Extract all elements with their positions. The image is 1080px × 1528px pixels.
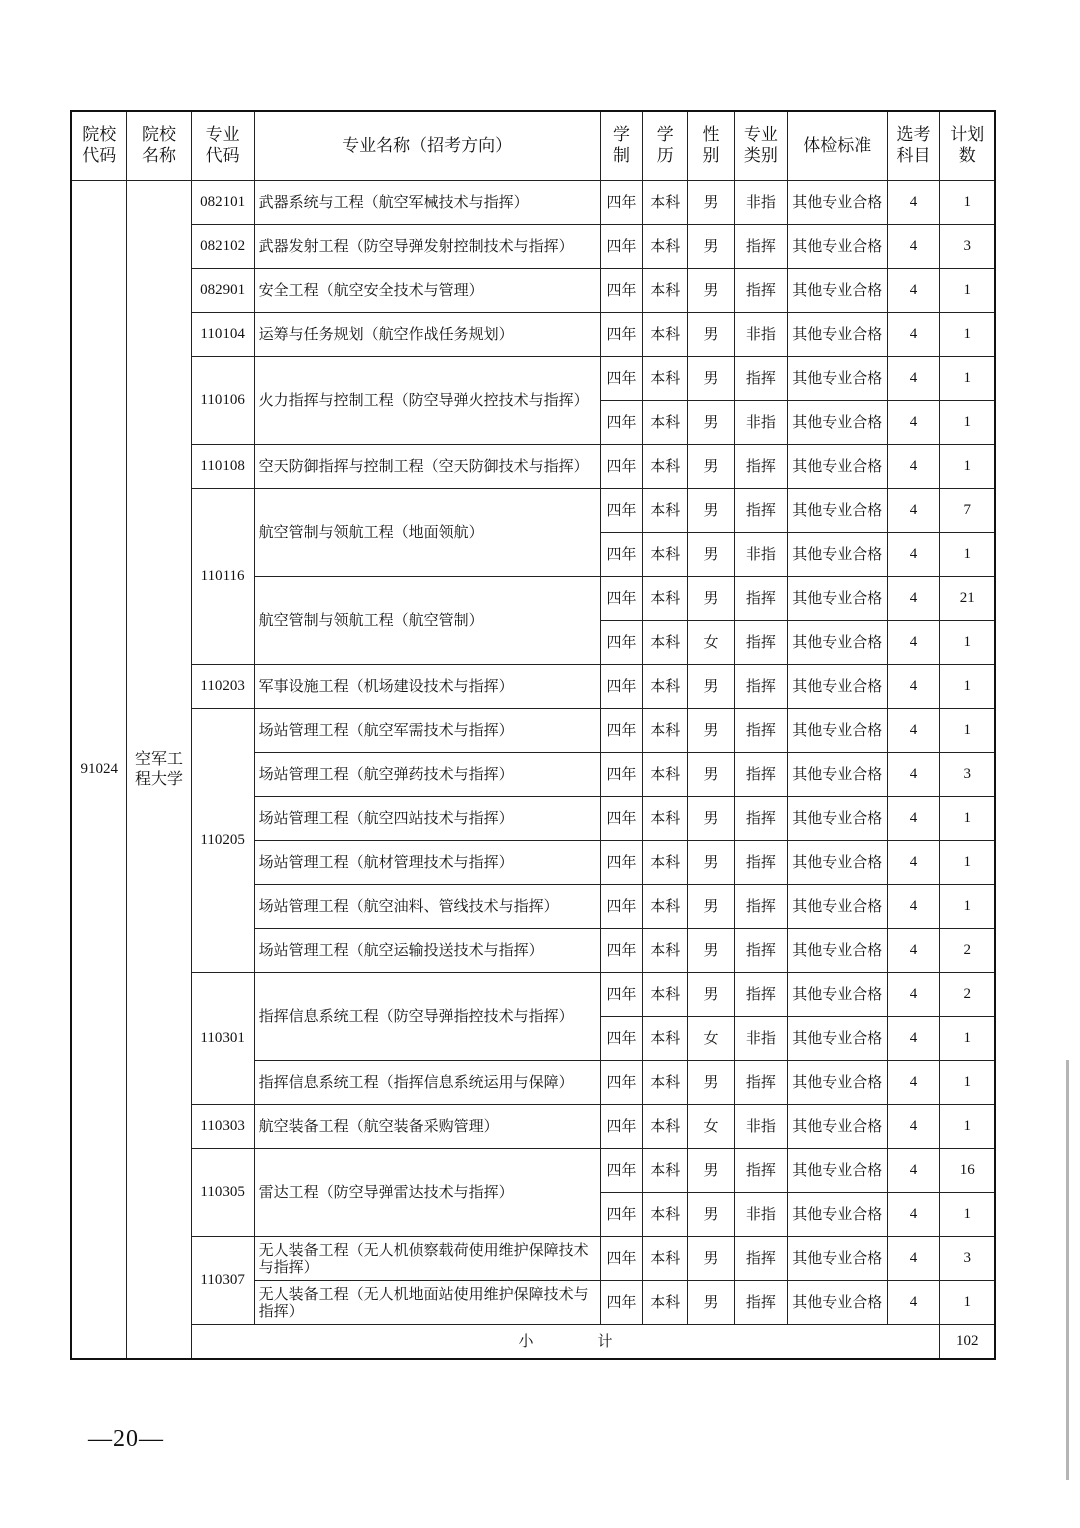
category-cell: 非指 — [734, 181, 787, 225]
gender-cell: 男 — [688, 885, 735, 929]
duration-cell: 四年 — [600, 1281, 643, 1325]
category-cell: 指挥 — [734, 269, 787, 313]
table-row — [71, 269, 995, 313]
major-code-cell: 110305 — [191, 1149, 254, 1237]
degree-cell: 本科 — [643, 577, 688, 621]
header-duration: 学 制 — [600, 111, 643, 181]
category-cell: 指挥 — [734, 709, 787, 753]
degree-cell: 本科 — [643, 973, 688, 1017]
category-cell: 指挥 — [734, 1149, 787, 1193]
table-row — [71, 973, 995, 1017]
duration-cell: 四年 — [600, 841, 643, 885]
physical-cell: 其他专业合格 — [787, 885, 887, 929]
plan-cell: 3 — [940, 225, 995, 269]
category-cell: 指挥 — [734, 841, 787, 885]
degree-cell: 本科 — [643, 1061, 688, 1105]
physical-cell: 其他专业合格 — [787, 841, 887, 885]
major-code-cell: 110108 — [191, 445, 254, 489]
subjects-cell: 4 — [887, 1149, 940, 1193]
major-code-cell: 110203 — [191, 665, 254, 709]
major-name-cell: 场站管理工程（航材管理技术与指挥） — [254, 841, 600, 885]
gender-cell: 男 — [688, 577, 735, 621]
gender-cell: 男 — [688, 1281, 735, 1325]
major-name-cell: 场站管理工程（航空四站技术与指挥） — [254, 797, 600, 841]
page-number: —20— — [88, 1426, 164, 1452]
subjects-cell: 4 — [887, 269, 940, 313]
category-cell: 非指 — [734, 533, 787, 577]
subjects-cell: 4 — [887, 1017, 940, 1061]
subtotal-row — [71, 1325, 995, 1359]
major-name-cell: 运筹与任务规划（航空作战任务规划） — [254, 313, 600, 357]
major-code-cell: 110104 — [191, 313, 254, 357]
duration-cell: 四年 — [600, 885, 643, 929]
category-cell: 非指 — [734, 313, 787, 357]
physical-cell: 其他专业合格 — [787, 533, 887, 577]
subtotal-label — [191, 1325, 940, 1359]
major-code-cell: 110106 — [191, 357, 254, 445]
category-cell: 指挥 — [734, 357, 787, 401]
major-name-cell: 武器发射工程（防空导弹发射控制技术与指挥） — [254, 225, 600, 269]
duration-cell: 四年 — [600, 1237, 643, 1281]
table-row — [71, 181, 995, 225]
gender-cell: 男 — [688, 973, 735, 1017]
header-category: 专业 类别 — [734, 111, 787, 181]
gender-cell: 男 — [688, 665, 735, 709]
gender-cell: 男 — [688, 753, 735, 797]
subjects-cell: 4 — [887, 1105, 940, 1149]
degree-cell: 本科 — [643, 1193, 688, 1237]
physical-cell: 其他专业合格 — [787, 1237, 887, 1281]
subjects-cell: 4 — [887, 665, 940, 709]
category-cell: 非指 — [734, 1105, 787, 1149]
physical-cell: 其他专业合格 — [787, 797, 887, 841]
physical-cell: 其他专业合格 — [787, 1193, 887, 1237]
physical-cell: 其他专业合格 — [787, 357, 887, 401]
physical-cell: 其他专业合格 — [787, 445, 887, 489]
physical-cell: 其他专业合格 — [787, 621, 887, 665]
major-name-cell: 火力指挥与控制工程（防空导弹火控技术与指挥） — [254, 357, 600, 445]
physical-cell: 其他专业合格 — [787, 709, 887, 753]
subjects-cell: 4 — [887, 797, 940, 841]
subjects-cell: 4 — [887, 973, 940, 1017]
category-cell: 指挥 — [734, 797, 787, 841]
major-code-cell: 110307 — [191, 1237, 254, 1325]
physical-cell: 其他专业合格 — [787, 665, 887, 709]
subtotal-label-right: 计 — [597, 1331, 613, 1350]
major-name-cell: 雷达工程（防空导弹雷达技术与指挥） — [254, 1149, 600, 1237]
duration-cell: 四年 — [600, 1017, 643, 1061]
subtotal-label-left: 小 — [518, 1331, 534, 1350]
category-cell: 指挥 — [734, 1061, 787, 1105]
table-row — [71, 313, 995, 357]
gender-cell: 男 — [688, 445, 735, 489]
plan-cell: 3 — [940, 1237, 995, 1281]
gender-cell: 男 — [688, 269, 735, 313]
category-cell: 非指 — [734, 1193, 787, 1237]
table-row — [71, 489, 995, 533]
header-major-code: 专业 代码 — [191, 111, 254, 181]
gender-cell: 男 — [688, 313, 735, 357]
duration-cell: 四年 — [600, 489, 643, 533]
gender-cell: 男 — [688, 401, 735, 445]
major-name-cell: 军事设施工程（机场建设技术与指挥） — [254, 665, 600, 709]
degree-cell: 本科 — [643, 1105, 688, 1149]
subjects-cell: 4 — [887, 533, 940, 577]
header-gender: 性 别 — [688, 111, 735, 181]
subjects-cell: 4 — [887, 445, 940, 489]
gender-cell: 男 — [688, 929, 735, 973]
subjects-cell: 4 — [887, 357, 940, 401]
header-school-code: 院校 代码 — [71, 111, 127, 181]
physical-cell: 其他专业合格 — [787, 401, 887, 445]
table-header-row — [71, 111, 995, 181]
subjects-cell: 4 — [887, 1281, 940, 1325]
major-code-cell: 110303 — [191, 1105, 254, 1149]
category-cell: 指挥 — [734, 1281, 787, 1325]
plan-cell: 16 — [940, 1149, 995, 1193]
plan-cell: 3 — [940, 753, 995, 797]
degree-cell: 本科 — [643, 181, 688, 225]
degree-cell: 本科 — [643, 797, 688, 841]
duration-cell: 四年 — [600, 621, 643, 665]
major-name-cell: 场站管理工程（航空军需技术与指挥） — [254, 709, 600, 753]
degree-cell: 本科 — [643, 841, 688, 885]
subjects-cell: 4 — [887, 1061, 940, 1105]
physical-cell: 其他专业合格 — [787, 973, 887, 1017]
plan-cell: 1 — [940, 709, 995, 753]
duration-cell: 四年 — [600, 1193, 643, 1237]
header-physical: 体检标准 — [787, 111, 887, 181]
physical-cell: 其他专业合格 — [787, 269, 887, 313]
table-row — [71, 1149, 995, 1193]
subtotal-value: 102 — [940, 1325, 995, 1359]
physical-cell: 其他专业合格 — [787, 1105, 887, 1149]
gender-cell: 男 — [688, 797, 735, 841]
header-subjects: 选考 科目 — [887, 111, 940, 181]
duration-cell: 四年 — [600, 357, 643, 401]
plan-cell: 1 — [940, 1017, 995, 1061]
table-row — [71, 665, 995, 709]
header-school-name: 院校 名称 — [127, 111, 191, 181]
plan-cell: 1 — [940, 1281, 995, 1325]
plan-cell: 1 — [940, 665, 995, 709]
plan-cell: 1 — [940, 885, 995, 929]
plan-cell: 1 — [940, 533, 995, 577]
category-cell: 指挥 — [734, 665, 787, 709]
degree-cell: 本科 — [643, 489, 688, 533]
physical-cell: 其他专业合格 — [787, 181, 887, 225]
major-name-cell: 安全工程（航空安全技术与管理） — [254, 269, 600, 313]
category-cell: 指挥 — [734, 973, 787, 1017]
gender-cell: 男 — [688, 709, 735, 753]
enrollment-table — [70, 110, 996, 1360]
category-cell: 指挥 — [734, 445, 787, 489]
duration-cell: 四年 — [600, 753, 643, 797]
major-name-cell: 指挥信息系统工程（防空导弹指控技术与指挥） — [254, 973, 600, 1061]
plan-cell: 1 — [940, 797, 995, 841]
physical-cell: 其他专业合格 — [787, 577, 887, 621]
degree-cell: 本科 — [643, 533, 688, 577]
gender-cell: 男 — [688, 225, 735, 269]
subjects-cell: 4 — [887, 313, 940, 357]
plan-cell: 21 — [940, 577, 995, 621]
major-name-cell: 武器系统与工程（航空军械技术与指挥） — [254, 181, 600, 225]
degree-cell: 本科 — [643, 709, 688, 753]
plan-cell: 1 — [940, 841, 995, 885]
gender-cell: 男 — [688, 1193, 735, 1237]
plan-cell: 1 — [940, 357, 995, 401]
category-cell: 指挥 — [734, 225, 787, 269]
degree-cell: 本科 — [643, 1237, 688, 1281]
major-code-cell: 082102 — [191, 225, 254, 269]
physical-cell: 其他专业合格 — [787, 753, 887, 797]
table-row — [71, 225, 995, 269]
duration-cell: 四年 — [600, 445, 643, 489]
plan-cell: 2 — [940, 929, 995, 973]
subjects-cell: 4 — [887, 489, 940, 533]
gender-cell: 男 — [688, 841, 735, 885]
major-name-cell: 航空管制与领航工程（地面领航） — [254, 489, 600, 577]
degree-cell: 本科 — [643, 225, 688, 269]
header-major-name: 专业名称（招考方向） — [254, 111, 600, 181]
table-body — [71, 181, 995, 1359]
gender-cell: 女 — [688, 1105, 735, 1149]
subjects-cell: 4 — [887, 709, 940, 753]
plan-cell: 1 — [940, 445, 995, 489]
degree-cell: 本科 — [643, 357, 688, 401]
plan-cell: 1 — [940, 621, 995, 665]
major-code-cell: 082101 — [191, 181, 254, 225]
major-name-cell: 场站管理工程（航空弹药技术与指挥） — [254, 753, 600, 797]
duration-cell: 四年 — [600, 401, 643, 445]
subjects-cell: 4 — [887, 1193, 940, 1237]
degree-cell: 本科 — [643, 445, 688, 489]
degree-cell: 本科 — [643, 1149, 688, 1193]
duration-cell: 四年 — [600, 973, 643, 1017]
subjects-cell: 4 — [887, 929, 940, 973]
duration-cell: 四年 — [600, 269, 643, 313]
duration-cell: 四年 — [600, 929, 643, 973]
category-cell: 指挥 — [734, 885, 787, 929]
gender-cell: 男 — [688, 1149, 735, 1193]
duration-cell: 四年 — [600, 709, 643, 753]
school-name-cell: 空军工 程大学 — [127, 181, 191, 1359]
plan-cell: 1 — [940, 181, 995, 225]
major-name-cell: 无人装备工程（无人机侦察载荷使用维护保障技术与指挥） — [254, 1237, 600, 1281]
category-cell: 指挥 — [734, 577, 787, 621]
category-cell: 非指 — [734, 1017, 787, 1061]
category-cell: 非指 — [734, 401, 787, 445]
duration-cell: 四年 — [600, 1105, 643, 1149]
physical-cell: 其他专业合格 — [787, 1017, 887, 1061]
major-name-cell: 空天防御指挥与控制工程（空天防御技术与指挥） — [254, 445, 600, 489]
subjects-cell: 4 — [887, 1237, 940, 1281]
gender-cell: 女 — [688, 1017, 735, 1061]
physical-cell: 其他专业合格 — [787, 1281, 887, 1325]
major-name-cell: 场站管理工程（航空运输投送技术与指挥） — [254, 929, 600, 973]
physical-cell: 其他专业合格 — [787, 225, 887, 269]
major-name-cell: 场站管理工程（航空油料、管线技术与指挥） — [254, 885, 600, 929]
gender-cell: 男 — [688, 489, 735, 533]
physical-cell: 其他专业合格 — [787, 929, 887, 973]
degree-cell: 本科 — [643, 665, 688, 709]
plan-cell: 1 — [940, 1061, 995, 1105]
subjects-cell: 4 — [887, 577, 940, 621]
degree-cell: 本科 — [643, 269, 688, 313]
duration-cell: 四年 — [600, 665, 643, 709]
major-code-cell: 082901 — [191, 269, 254, 313]
degree-cell: 本科 — [643, 929, 688, 973]
gender-cell: 女 — [688, 621, 735, 665]
duration-cell: 四年 — [600, 533, 643, 577]
degree-cell: 本科 — [643, 401, 688, 445]
header-plan: 计划 数 — [940, 111, 995, 181]
table-row — [71, 445, 995, 489]
duration-cell: 四年 — [600, 225, 643, 269]
degree-cell: 本科 — [643, 313, 688, 357]
plan-cell: 7 — [940, 489, 995, 533]
duration-cell: 四年 — [600, 1149, 643, 1193]
degree-cell: 本科 — [643, 621, 688, 665]
subjects-cell: 4 — [887, 225, 940, 269]
plan-cell: 1 — [940, 1105, 995, 1149]
gender-cell: 男 — [688, 533, 735, 577]
category-cell: 指挥 — [734, 753, 787, 797]
major-code-cell: 110205 — [191, 709, 254, 973]
category-cell: 指挥 — [734, 1237, 787, 1281]
table-row — [71, 1237, 995, 1281]
physical-cell: 其他专业合格 — [787, 1061, 887, 1105]
duration-cell: 四年 — [600, 313, 643, 357]
degree-cell: 本科 — [643, 1281, 688, 1325]
category-cell: 指挥 — [734, 489, 787, 533]
subjects-cell: 4 — [887, 401, 940, 445]
subjects-cell: 4 — [887, 621, 940, 665]
subjects-cell: 4 — [887, 753, 940, 797]
gender-cell: 男 — [688, 1237, 735, 1281]
gender-cell: 男 — [688, 357, 735, 401]
school-code-cell: 91024 — [71, 181, 127, 1359]
degree-cell: 本科 — [643, 885, 688, 929]
major-name-cell: 指挥信息系统工程（指挥信息系统运用与保障） — [254, 1061, 600, 1105]
duration-cell: 四年 — [600, 577, 643, 621]
table-row — [71, 1105, 995, 1149]
table-row — [71, 709, 995, 753]
plan-cell: 2 — [940, 973, 995, 1017]
category-cell: 指挥 — [734, 929, 787, 973]
major-name-cell: 航空装备工程（航空装备采购管理） — [254, 1105, 600, 1149]
duration-cell: 四年 — [600, 797, 643, 841]
plan-cell: 1 — [940, 269, 995, 313]
major-name-cell: 航空管制与领航工程（航空管制） — [254, 577, 600, 665]
degree-cell: 本科 — [643, 753, 688, 797]
table-row — [71, 357, 995, 401]
major-name-cell: 无人装备工程（无人机地面站使用维护保障技术与指挥） — [254, 1281, 600, 1325]
gender-cell: 男 — [688, 1061, 735, 1105]
physical-cell: 其他专业合格 — [787, 313, 887, 357]
subjects-cell: 4 — [887, 885, 940, 929]
duration-cell: 四年 — [600, 1061, 643, 1105]
plan-cell: 1 — [940, 313, 995, 357]
physical-cell: 其他专业合格 — [787, 489, 887, 533]
subjects-cell: 4 — [887, 181, 940, 225]
plan-cell: 1 — [940, 1193, 995, 1237]
scan-edge-line — [1066, 1060, 1069, 1480]
physical-cell: 其他专业合格 — [787, 1149, 887, 1193]
header-degree: 学 历 — [643, 111, 688, 181]
plan-cell: 1 — [940, 401, 995, 445]
degree-cell: 本科 — [643, 1017, 688, 1061]
duration-cell: 四年 — [600, 181, 643, 225]
category-cell: 指挥 — [734, 621, 787, 665]
major-code-cell: 110301 — [191, 973, 254, 1105]
subjects-cell: 4 — [887, 841, 940, 885]
major-code-cell: 110116 — [191, 489, 254, 665]
gender-cell: 男 — [688, 181, 735, 225]
